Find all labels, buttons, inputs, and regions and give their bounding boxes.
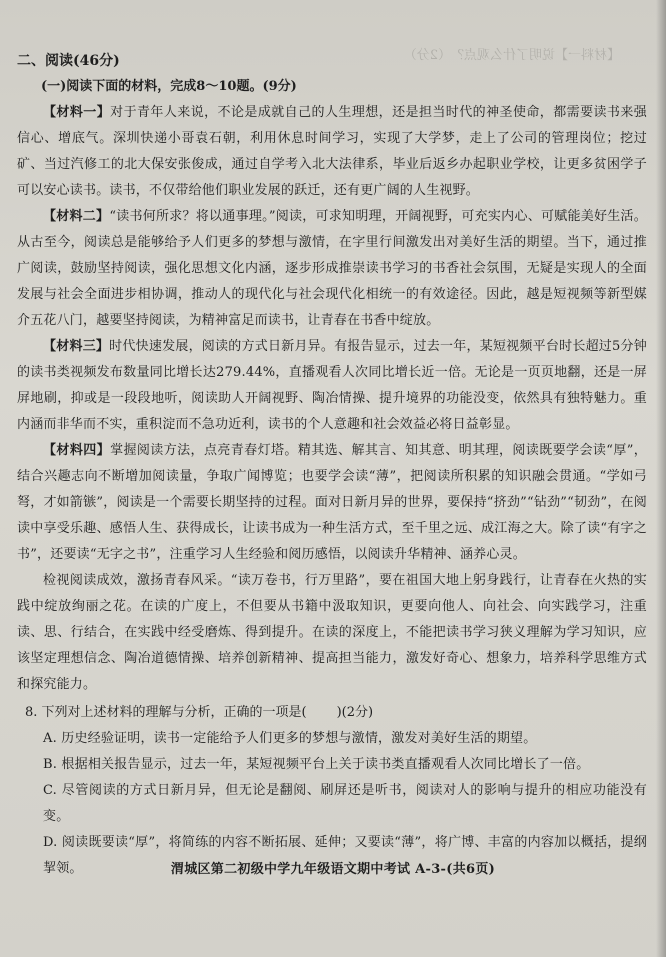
material-text: “读书何所求？将以通事理。”阅读，可求知明理，开阔视野，可充实内心、可赋能美好生活。从古至今，阅读总是能够给予人们更多的梦想与激情，在字里行间激发出对美好生活的期望。当下，通过推广阅读，鼓励坚持阅读，强化思想文化内涵，逐步形成推崇读书学习的书香社会氛围，无疑是实现人的全面发展与社会全面进步相协调，推动人的现代化与社会现代化相统一的有效途径。因此，越是短视频等新型媒介五花八门，越要坚持阅读，为精神富足而读书，让青春在书香中绽放。 bbox=[17, 209, 647, 328]
material-4 bbox=[17, 438, 647, 568]
option-a: A. 历史经验证明，读书一定能给予人们更多的梦想与激情，激发对美好生活的期望。 bbox=[43, 731, 537, 746]
option-d: D. 阅读既要读“厚”，将简练的内容不断拓展、延伸；又要读“薄”，将广博、丰富的内容加以概括，提纲挈领。 bbox=[43, 835, 647, 876]
material-4-continued bbox=[17, 568, 647, 698]
section-title: 二、阅读(46分) bbox=[17, 53, 120, 69]
page-edge-shadow bbox=[656, 0, 666, 957]
question-points: )(2分) bbox=[336, 705, 374, 720]
option-c: C. 尽管阅读的方式日新月异，但无论是翻阅、刷屏还是听书，阅读对人的影响与提升的相应功能没有变。 bbox=[43, 783, 647, 824]
page-footer: 渭城区第二初级中学九年级语文期中考试 A-3-(共6页) bbox=[170, 862, 496, 877]
material-tag: 【材料三】 bbox=[43, 339, 110, 354]
reading-section bbox=[17, 48, 647, 882]
option-b: B. 根据相关报告显示，过去一年，某短视频平台上关于读书类直播观看人次同比增长了一倍。 bbox=[43, 757, 590, 772]
material-3 bbox=[17, 334, 647, 438]
part-title: (一)阅读下面的材料，完成8～10题。(9分) bbox=[41, 79, 297, 94]
material-tag: 【材料四】 bbox=[43, 443, 111, 458]
material-tag: 【材料一】 bbox=[43, 105, 111, 120]
material-1 bbox=[17, 100, 647, 204]
material-text: 时代快速发展，阅读的方式日新月异。有报告显示，过去一年，某短视频平台时长超过5分钟的读书类视频发布数量同比增长达279.44%，直播观看人次同比增长近一倍。无论是一页页地翻，还是一屏屏地刷，抑或是一段段地听，阅读助人开阔视野、陶冶情操、提升境界的功能没变，依然具有独特魅力。重内涵而非华而不实，重积淀而不急功近利，读书的个人意趣和社会效益必将日益彰显。 bbox=[17, 339, 647, 432]
question-8 bbox=[17, 700, 647, 882]
question-stem bbox=[17, 700, 647, 726]
bleed-through-text: 【材料一】说明了什么观点？（2分） bbox=[403, 48, 620, 63]
material-text: 掌握阅读方法，点亮青春灯塔。精其选、解其言、知其意、明其理，阅读既要学会读“厚”，结合兴趣志向不断增加阅读量，争取广闻博览；也要学会读“薄”，把阅读所积累的知识融会贯通。“学如弓弩，才如箭镞”，阅读是一个需要长期坚持的过程。面对日新月异的世界，要保持“挤劲”“钻劲”“韧劲”，在阅读中享受乐趣、感悟人生、获得成长，让读书成为一种生活方式，至千里之远、成江海之大。除了读“有字之书”，还要读“无字之书”，注重学习人生经验和阅历感悟，以阅读升华精神、涵养心灵。 bbox=[17, 443, 647, 562]
material-2 bbox=[17, 204, 647, 334]
material-text: 对于青年人来说，不论是成就自己的人生理想，还是担当时代的神圣使命，都需要读书来强信心、增底气。深圳快递小哥袁石朝，利用休息时间学习，实现了大学梦，走上了公司的管理岗位；挖过矿、当过汽修工的北大保安张俊成，通过自学考入北大法律系，毕业后返乡办起职业学校，让更多贫困学子可以安心读书。读书，不仅带给他们职业发展的跃迁，还有更广阔的人生视野。 bbox=[17, 105, 647, 198]
material-tag: 【材料二】 bbox=[43, 209, 110, 224]
question-stem-text: 8. 下列对上述材料的理解与分析，正确的一项是( bbox=[25, 705, 307, 720]
material-text: 检视阅读成效，激扬青春风采。“读万卷书，行万里路”，要在祖国大地上躬身践行，让青春在火热的实践中绽放绚丽之花。在读的广度上，不但要从书籍中汲取知识，更要向他人、向社会、向实践学习，注重读、思、行结合，在实践中经受磨炼、得到提升。在读的深度上，不能把读书学习狭义理解为学习知识，应该坚定理想信念、陶冶道德情操、培养创新精神、提高担当能力，激发好奇心、想象力，培养科学思维方式和探究能力。 bbox=[17, 573, 647, 692]
